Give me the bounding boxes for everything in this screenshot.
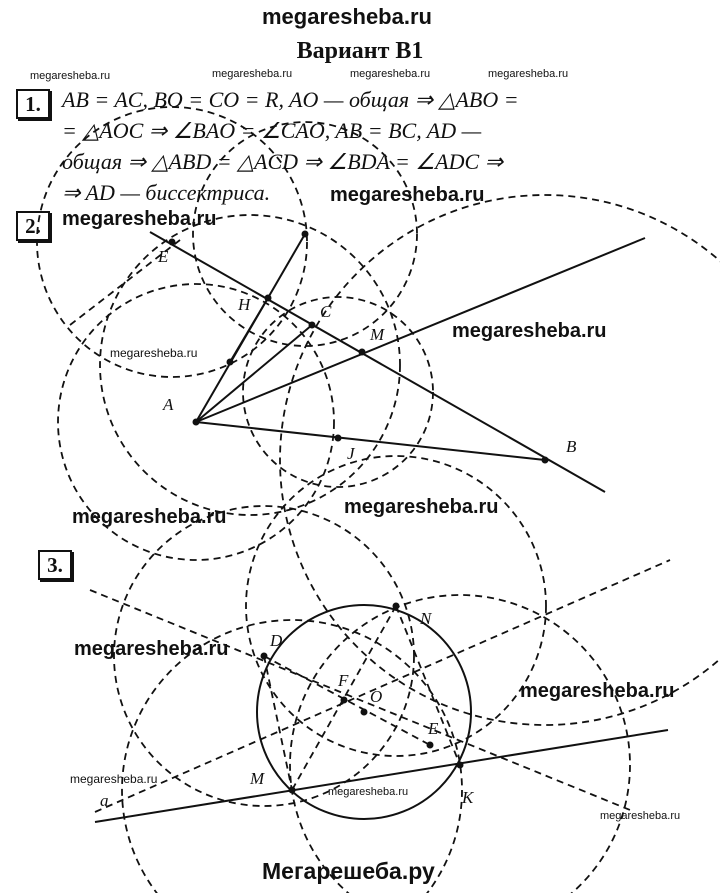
- label-E: E: [158, 247, 169, 266]
- watermark-small: megaresheba.ru: [488, 68, 569, 80]
- point-F: [341, 697, 348, 704]
- watermark: megaresheba.ru: [74, 638, 229, 660]
- watermark-small: megaresheba.ru: [350, 68, 431, 80]
- watermark-small: megaresheba.ru: [212, 68, 293, 80]
- solution-line: общая ⇒ △ABD = △ACD ⇒ ∠BDA = ∠ADC ⇒: [62, 149, 504, 174]
- page-title: Вариант В1: [296, 38, 424, 64]
- point-D: [261, 653, 268, 660]
- label-J: J: [347, 444, 355, 463]
- construction-line: [396, 606, 460, 765]
- watermark-small: megaresheba.ru: [328, 786, 409, 798]
- watermark: megaresheba.ru: [72, 506, 227, 528]
- label-H: H: [238, 295, 251, 314]
- watermark-top: megaresheba.ru: [262, 4, 432, 29]
- watermark: megaresheba.ru: [452, 320, 607, 342]
- label-F: F: [338, 671, 349, 690]
- watermark-small: megaresheba.ru: [30, 70, 111, 82]
- watermark: megaresheba.ru: [62, 208, 217, 230]
- perpendicular-line: [95, 560, 670, 812]
- label-M: M: [250, 769, 265, 788]
- label-D: D: [270, 631, 283, 650]
- problem-number: 3.: [38, 550, 72, 580]
- watermark-small: megaresheba.ru: [70, 772, 158, 786]
- point-N: [393, 603, 400, 610]
- watermark-small: megaresheba.ru: [600, 810, 681, 822]
- construction-line: [264, 656, 292, 790]
- watermark-bottom: Мегарешеба.ру: [262, 858, 435, 884]
- point-O: [361, 709, 368, 716]
- watermark: megaresheba.ru: [520, 680, 675, 702]
- problem-number: 1.: [16, 89, 50, 119]
- construction-arc: [122, 620, 462, 893]
- perpendicular-line: [90, 590, 630, 810]
- label-N: N: [420, 609, 432, 628]
- label-B: B: [566, 437, 577, 456]
- point-M: [289, 787, 296, 794]
- problem-number: 2.: [16, 211, 50, 241]
- label-C: C: [320, 302, 332, 321]
- label-E: E: [428, 719, 439, 738]
- watermark: megaresheba.ru: [344, 496, 499, 518]
- solution-line: ⇒ AD — биссектриса.: [62, 180, 271, 205]
- line-a: [95, 730, 668, 822]
- label-M: M: [370, 325, 385, 344]
- label-A: A: [163, 395, 174, 414]
- watermark-small: megaresheba.ru: [110, 346, 198, 360]
- label-O: O: [370, 687, 383, 706]
- solution-line: AB = AC, BO = CO = R, AO — общая ⇒ △ABO =: [62, 87, 519, 112]
- watermark: megaresheba.ru: [330, 184, 485, 206]
- point-K: [457, 762, 464, 769]
- label-a: a: [100, 791, 109, 810]
- point-E: [427, 742, 434, 749]
- solution-line: = △AOC ⇒ ∠BAO = ∠CAO, AB = BC, AD —: [62, 118, 482, 143]
- label-K: K: [462, 788, 474, 807]
